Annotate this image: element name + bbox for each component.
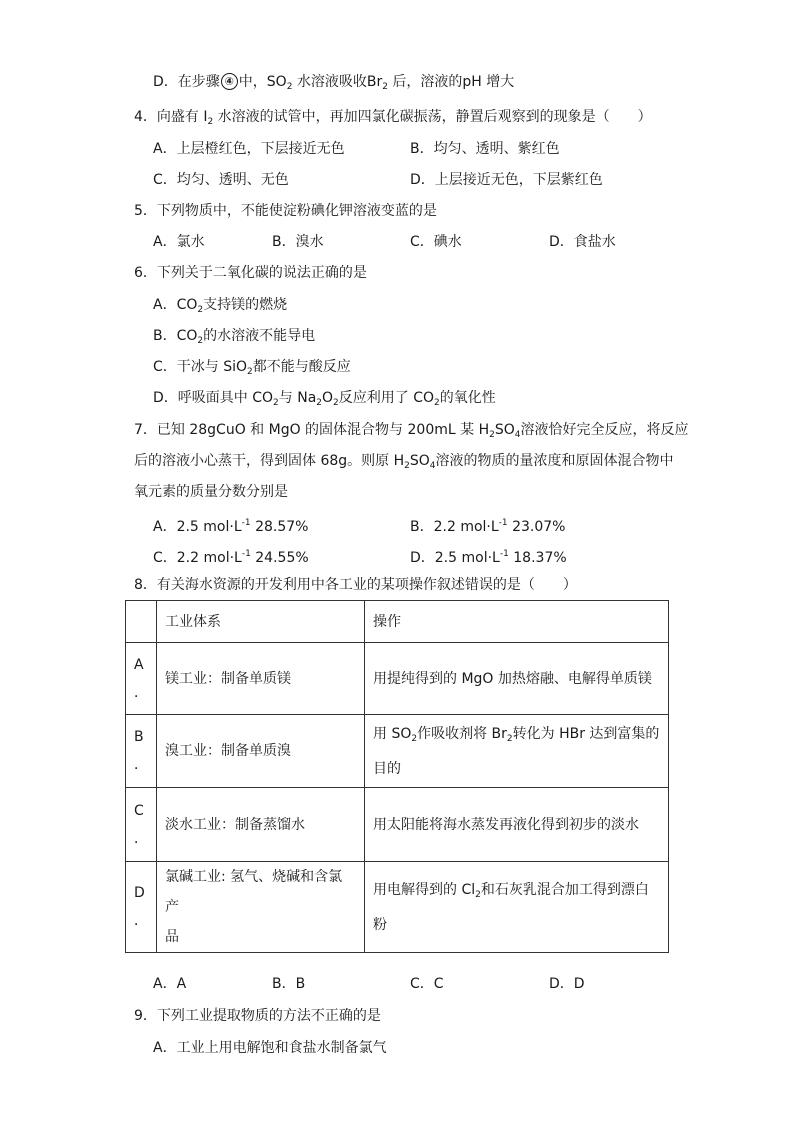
- subscript: 2: [247, 367, 253, 377]
- table-row: [126, 788, 669, 862]
- row-label-dot: ．: [134, 684, 148, 701]
- q4-option-a: A．上层橙红色，下层接近无色: [153, 141, 345, 157]
- subscript: 2: [475, 889, 481, 900]
- q6-b-text-2: 的水溶液不能导电: [203, 328, 316, 344]
- subscript: 4: [514, 430, 521, 440]
- subscript: 4: [429, 461, 436, 471]
- table-cell: 镁工业：制备单质镁: [157, 643, 365, 715]
- subscript: 2: [434, 398, 440, 408]
- q6-d-text-2: 与 Na: [278, 390, 317, 406]
- q5-option-c: C．碘水: [410, 234, 462, 250]
- q4-option-b: B．均匀、透明、紫红色: [410, 141, 560, 157]
- q7-d-text: D．2.5 mol·L: [410, 550, 500, 566]
- q7-text-2: SO: [494, 422, 515, 438]
- cell-text-2: 和石灰乳混合加工得到漂白: [480, 881, 649, 898]
- q5-option-b: B．溴水: [272, 234, 324, 250]
- q7-d-value: 18.37%: [508, 550, 567, 566]
- q9-option-a: A．工业上用电解饱和食盐水制备氯气: [153, 1040, 387, 1056]
- q7-c-value: 24.55%: [250, 550, 309, 566]
- row-label-letter: D: [134, 885, 145, 901]
- cell-line-2: 粉: [373, 916, 387, 933]
- cell-text-2: 作吸收剂将 Br: [417, 725, 507, 742]
- q6-d-text-4: 反应利用了 CO: [338, 390, 435, 406]
- table-header-cell: [126, 601, 157, 643]
- q8-option-c: C．C: [410, 976, 444, 992]
- cell-text: 用 SO: [373, 725, 412, 742]
- subscript: 2: [273, 398, 279, 408]
- q8-table: [125, 600, 669, 953]
- q4-stem: [134, 107, 652, 132]
- row-label-dot: ．: [134, 830, 148, 847]
- q6-a-text-2: 支持镁的燃烧: [203, 297, 288, 313]
- q7-text-6: 溶液的物质的量浓度和原固体混合物中: [435, 453, 674, 469]
- q8-option-b: B．B: [272, 976, 306, 992]
- q7-stem-line-3: 氧元素的质量分数分别是: [134, 484, 288, 500]
- q6-d-text: D．呼吸面具中 CO: [153, 390, 274, 406]
- superscript: -1: [241, 518, 251, 528]
- q6-option-d: [153, 388, 496, 413]
- subscript: 2: [197, 305, 204, 315]
- row-label: [126, 862, 157, 953]
- q4-option-c: C．均匀、透明、无色: [153, 172, 289, 188]
- subscript: 2: [333, 398, 339, 408]
- subscript: 2: [489, 430, 495, 440]
- q7-b-text: B．2.2 mol·L: [410, 519, 499, 535]
- table-cell: 用太阳能将海水蒸发再液化得到初步的淡水: [365, 788, 669, 862]
- subscript: 2: [316, 398, 323, 408]
- subscript: 2: [411, 733, 418, 744]
- q5-option-d: D．食盐水: [549, 234, 616, 250]
- q7-option-b: [410, 513, 566, 537]
- q3-d-text-4: 后，溶液的pH 增大: [387, 74, 515, 90]
- q6-a-text: A．CO: [153, 297, 198, 313]
- row-label: [126, 715, 157, 788]
- q7-a-value: 28.57%: [250, 519, 309, 535]
- q5-option-a: A．氯水: [153, 234, 205, 250]
- table-row: [126, 862, 669, 953]
- q7-a-text: A．2.5 mol·L: [153, 519, 242, 535]
- q3-option-d: [153, 72, 514, 97]
- table-cell: 用提纯得到的 MgO 加热熔融、电解得单质镁: [365, 643, 669, 715]
- q9-stem: 9．下列工业提取物质的方法不正确的是: [134, 1008, 381, 1024]
- q6-c-text: C．干冰与 SiO: [153, 359, 248, 375]
- table-row: [126, 715, 669, 788]
- q3-d-text: D．在步骤: [153, 74, 220, 90]
- cell-line-2: 品: [165, 929, 179, 945]
- q6-option-a: [153, 295, 287, 320]
- superscript: -1: [498, 518, 508, 528]
- q7-stem-line-1: [134, 420, 688, 445]
- q7-text-5: SO: [409, 453, 430, 469]
- q7-text-4: 后的溶液小心蒸干，得到固体 68g。则原 H: [134, 453, 405, 469]
- q7-c-text: C．2.2 mol·L: [153, 550, 242, 566]
- subscript: 2: [286, 82, 293, 92]
- q8-option-d: D．D: [549, 976, 585, 992]
- row-label-letter: B: [134, 729, 144, 745]
- q8-option-a: A．A: [153, 976, 187, 992]
- q3-d-text-2: 中，SO: [238, 74, 287, 90]
- q6-d-text-3: O: [322, 390, 334, 406]
- subscript: 2: [197, 336, 204, 346]
- table-cell: 溴工业：制备单质溴: [157, 715, 365, 788]
- q7-text-3: 溶液恰好完全反应，将反应: [520, 422, 689, 438]
- subscript: 2: [207, 117, 214, 127]
- subscript: 2: [382, 82, 388, 92]
- q6-option-b: [153, 326, 315, 351]
- cell-text: 用电解得到的 Cl: [373, 881, 476, 898]
- cell-line: [373, 719, 660, 754]
- table-header-row: [126, 601, 669, 643]
- table-row: [126, 643, 669, 715]
- q8-stem: 8．有关海水资源的开发利用中各工业的某项操作叙述错误的是（ ）: [134, 577, 577, 593]
- subscript: 2: [506, 733, 513, 744]
- q7-stem-line-2: [134, 451, 674, 476]
- q6-c-text-2: 都不能与酸反应: [252, 359, 351, 375]
- superscript: -1: [499, 549, 509, 559]
- table-cell: 淡水工业：制备蒸馏水: [157, 788, 365, 862]
- row-label: [126, 788, 157, 862]
- q4-stem-text-2: 水溶液的试管中，再加四氯化碳振荡，静置后观察到的现象是（ ）: [213, 109, 652, 125]
- q4-option-d: D．上层接近无色，下层紫红色: [410, 172, 603, 188]
- q6-b-text: B．CO: [153, 328, 198, 344]
- row-label-dot: ．: [134, 913, 148, 929]
- q6-option-c: [153, 357, 351, 382]
- cell-line-2: 目的: [373, 760, 401, 777]
- table-cell: [157, 862, 365, 953]
- row-label: [126, 643, 157, 715]
- q7-option-a: [153, 513, 308, 537]
- cell-line: [373, 875, 660, 910]
- cell-text-3: 转化为 HBr 达到富集的: [512, 725, 660, 742]
- row-label-dot: ．: [134, 757, 148, 773]
- q3-d-text-3: 水溶液吸收Br: [292, 74, 383, 90]
- superscript: -1: [241, 549, 251, 559]
- cell-line: 氯碱工业: 氢气、烧碱和含氯产: [165, 869, 343, 915]
- table-header-cell: 工业体系: [157, 601, 365, 643]
- q7-option-d: [410, 544, 567, 568]
- q5-stem: 5．下列物质中，不能使淀粉碘化钾溶液变蓝的是: [134, 203, 437, 219]
- step-number-badge: ④: [221, 73, 238, 90]
- row-label-letter: C: [134, 802, 144, 819]
- subscript: 2: [404, 461, 410, 471]
- q7-option-c: [153, 544, 309, 568]
- row-label-letter: A: [134, 656, 144, 673]
- table-cell: [365, 715, 669, 788]
- q4-stem-text: 4．向盛有 I: [134, 109, 208, 125]
- q6-stem: 6．下列关于二氧化碳的说法正确的是: [134, 265, 367, 281]
- table-cell: [365, 862, 669, 953]
- table-header-cell: 操作: [365, 601, 669, 643]
- q7-b-value: 23.07%: [507, 519, 566, 535]
- q7-text: 7．已知 28gCuO 和 MgO 的固体混合物与 200mL 某 H: [134, 422, 490, 438]
- q6-d-text-5: 的氧化性: [439, 390, 496, 406]
